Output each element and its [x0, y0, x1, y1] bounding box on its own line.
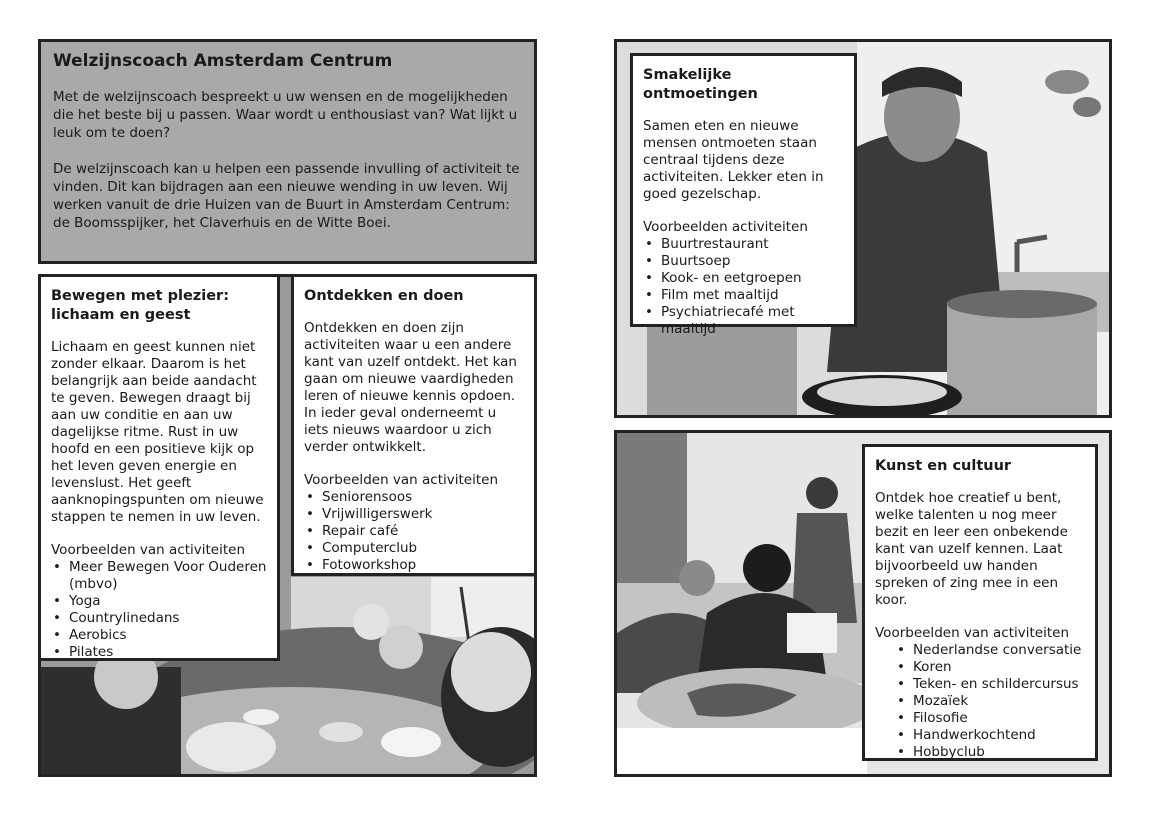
smakelijk-activity-list: [643, 236, 844, 338]
list-item: • Nederlandse conversatie: [913, 642, 1085, 659]
list-item: • Repair café: [322, 523, 524, 540]
kunst-body: Ontdek hoe creatief u bent, welke talenten u nog meer bezit en leer een onbekende kant van uzelf kennen. Laat bijvoorbeeld uw handen spreken of zing mee in een koor.: [875, 490, 1068, 608]
ontdekken-body: Ontdekken en doen zijn activiteiten waar u een andere kant van uzelf ontdekt. Het kan gaan om nieuwe vaardigheden leren of nieuwe kennis opdoen. In ieder geval onderneemt u iets nieuws waardoor u zich verder ontwikkelt.: [304, 320, 517, 455]
smakelijk-box: [630, 53, 857, 337]
welzijnscoach-paragraph-1: Met de welzijnscoach bespreekt u uw wensen en de mogelijkheden die het beste bij u passen. Waar wordt u enthousiast van? Wat lijkt u leuk om te doen?: [53, 89, 518, 141]
smakelijk-body: Samen eten en nieuwe mensen ontmoeten staan centraal tijdens deze activiteiten. Lekker eten in goed gezelschap.: [643, 118, 824, 202]
list-item: • Vrijwilligerswerk: [322, 506, 524, 523]
list-item: • Countrylinedans: [69, 610, 267, 627]
list-item: • Film met maaltijd: [661, 287, 844, 304]
list-item: • Mozaïek: [913, 693, 1085, 710]
kunst-examples-heading: Voorbeelden van activiteiten: [875, 625, 1070, 641]
ontdekken-activity-list: [304, 489, 524, 574]
welzijnscoach-box: [38, 39, 537, 264]
list-item: • Meer Bewegen Voor Ouderen (mbvo): [69, 559, 267, 593]
list-item: • Computerclub: [322, 540, 524, 557]
list-item: • Kook- en eetgroepen: [661, 270, 844, 287]
kunst-activity-list: [875, 642, 1085, 761]
bewegen-examples-heading: Voorbeelden van activiteiten: [51, 542, 246, 558]
ontdekken-box: [291, 274, 537, 576]
list-item: • Buurtrestaurant: [661, 236, 844, 253]
kunst-box: [862, 444, 1098, 761]
kunst-title: Kunst en cultuur: [875, 458, 1012, 474]
ontdekken-examples-heading: Voorbeelden van activiteiten: [304, 472, 499, 488]
bewegen-body: Lichaam en geest kunnen niet zonder elkaar. Daarom is het belangrijk aan beide aandacht te geven. Bewegen draagt bij aan uw conditie en aan uw dagelijkse ritme. Rust in uw hoofd en een positieve kijk op het leven geven energie en levenslust. Het geeft aanknopingspunten om nieuwe stappen te nemen in uw leven.: [51, 339, 264, 525]
list-item: • Teken- en schildercursus: [913, 676, 1085, 693]
bewegen-activity-list: [51, 559, 267, 661]
bewegen-box: [38, 274, 280, 661]
list-item: • Psychiatriecafé met maaltijd: [661, 304, 844, 338]
list-item: • Buurtsoep: [661, 253, 844, 270]
list-item: • Fotoworkshop: [322, 557, 524, 574]
welzijnscoach-paragraph-2: De welzijnscoach kan u helpen een passende invulling of activiteit te vinden. Dit kan bijdragen aan een nieuwe wending in uw leven. Wij werken vanuit de drie Huizen van de Buurt in Amsterdam Centrum: de Boomsspijker, het Claverhuis en de Witte Boei.: [53, 161, 520, 231]
list-item: • Handwerkochtend: [913, 727, 1085, 744]
bewegen-title: Bewegen met plezier: lichaam en geest: [51, 288, 230, 323]
list-item: • Aerobics: [69, 627, 267, 644]
list-item: • Pilates: [69, 644, 267, 661]
list-item: • Yoga: [69, 593, 267, 610]
list-item: • Koren: [913, 659, 1085, 676]
smakelijk-examples-heading: Voorbeelden activiteiten: [643, 219, 808, 235]
welzijnscoach-title: Welzijnscoach Amsterdam Centrum: [53, 51, 393, 71]
list-item: • Seniorensoos: [322, 489, 524, 506]
ontdekken-title: Ontdekken en doen: [304, 288, 464, 304]
smakelijk-title: Smakelijke ontmoetingen: [643, 67, 758, 102]
list-item: • Hobbyclub: [913, 744, 1085, 761]
list-item: • Filosofie: [913, 710, 1085, 727]
